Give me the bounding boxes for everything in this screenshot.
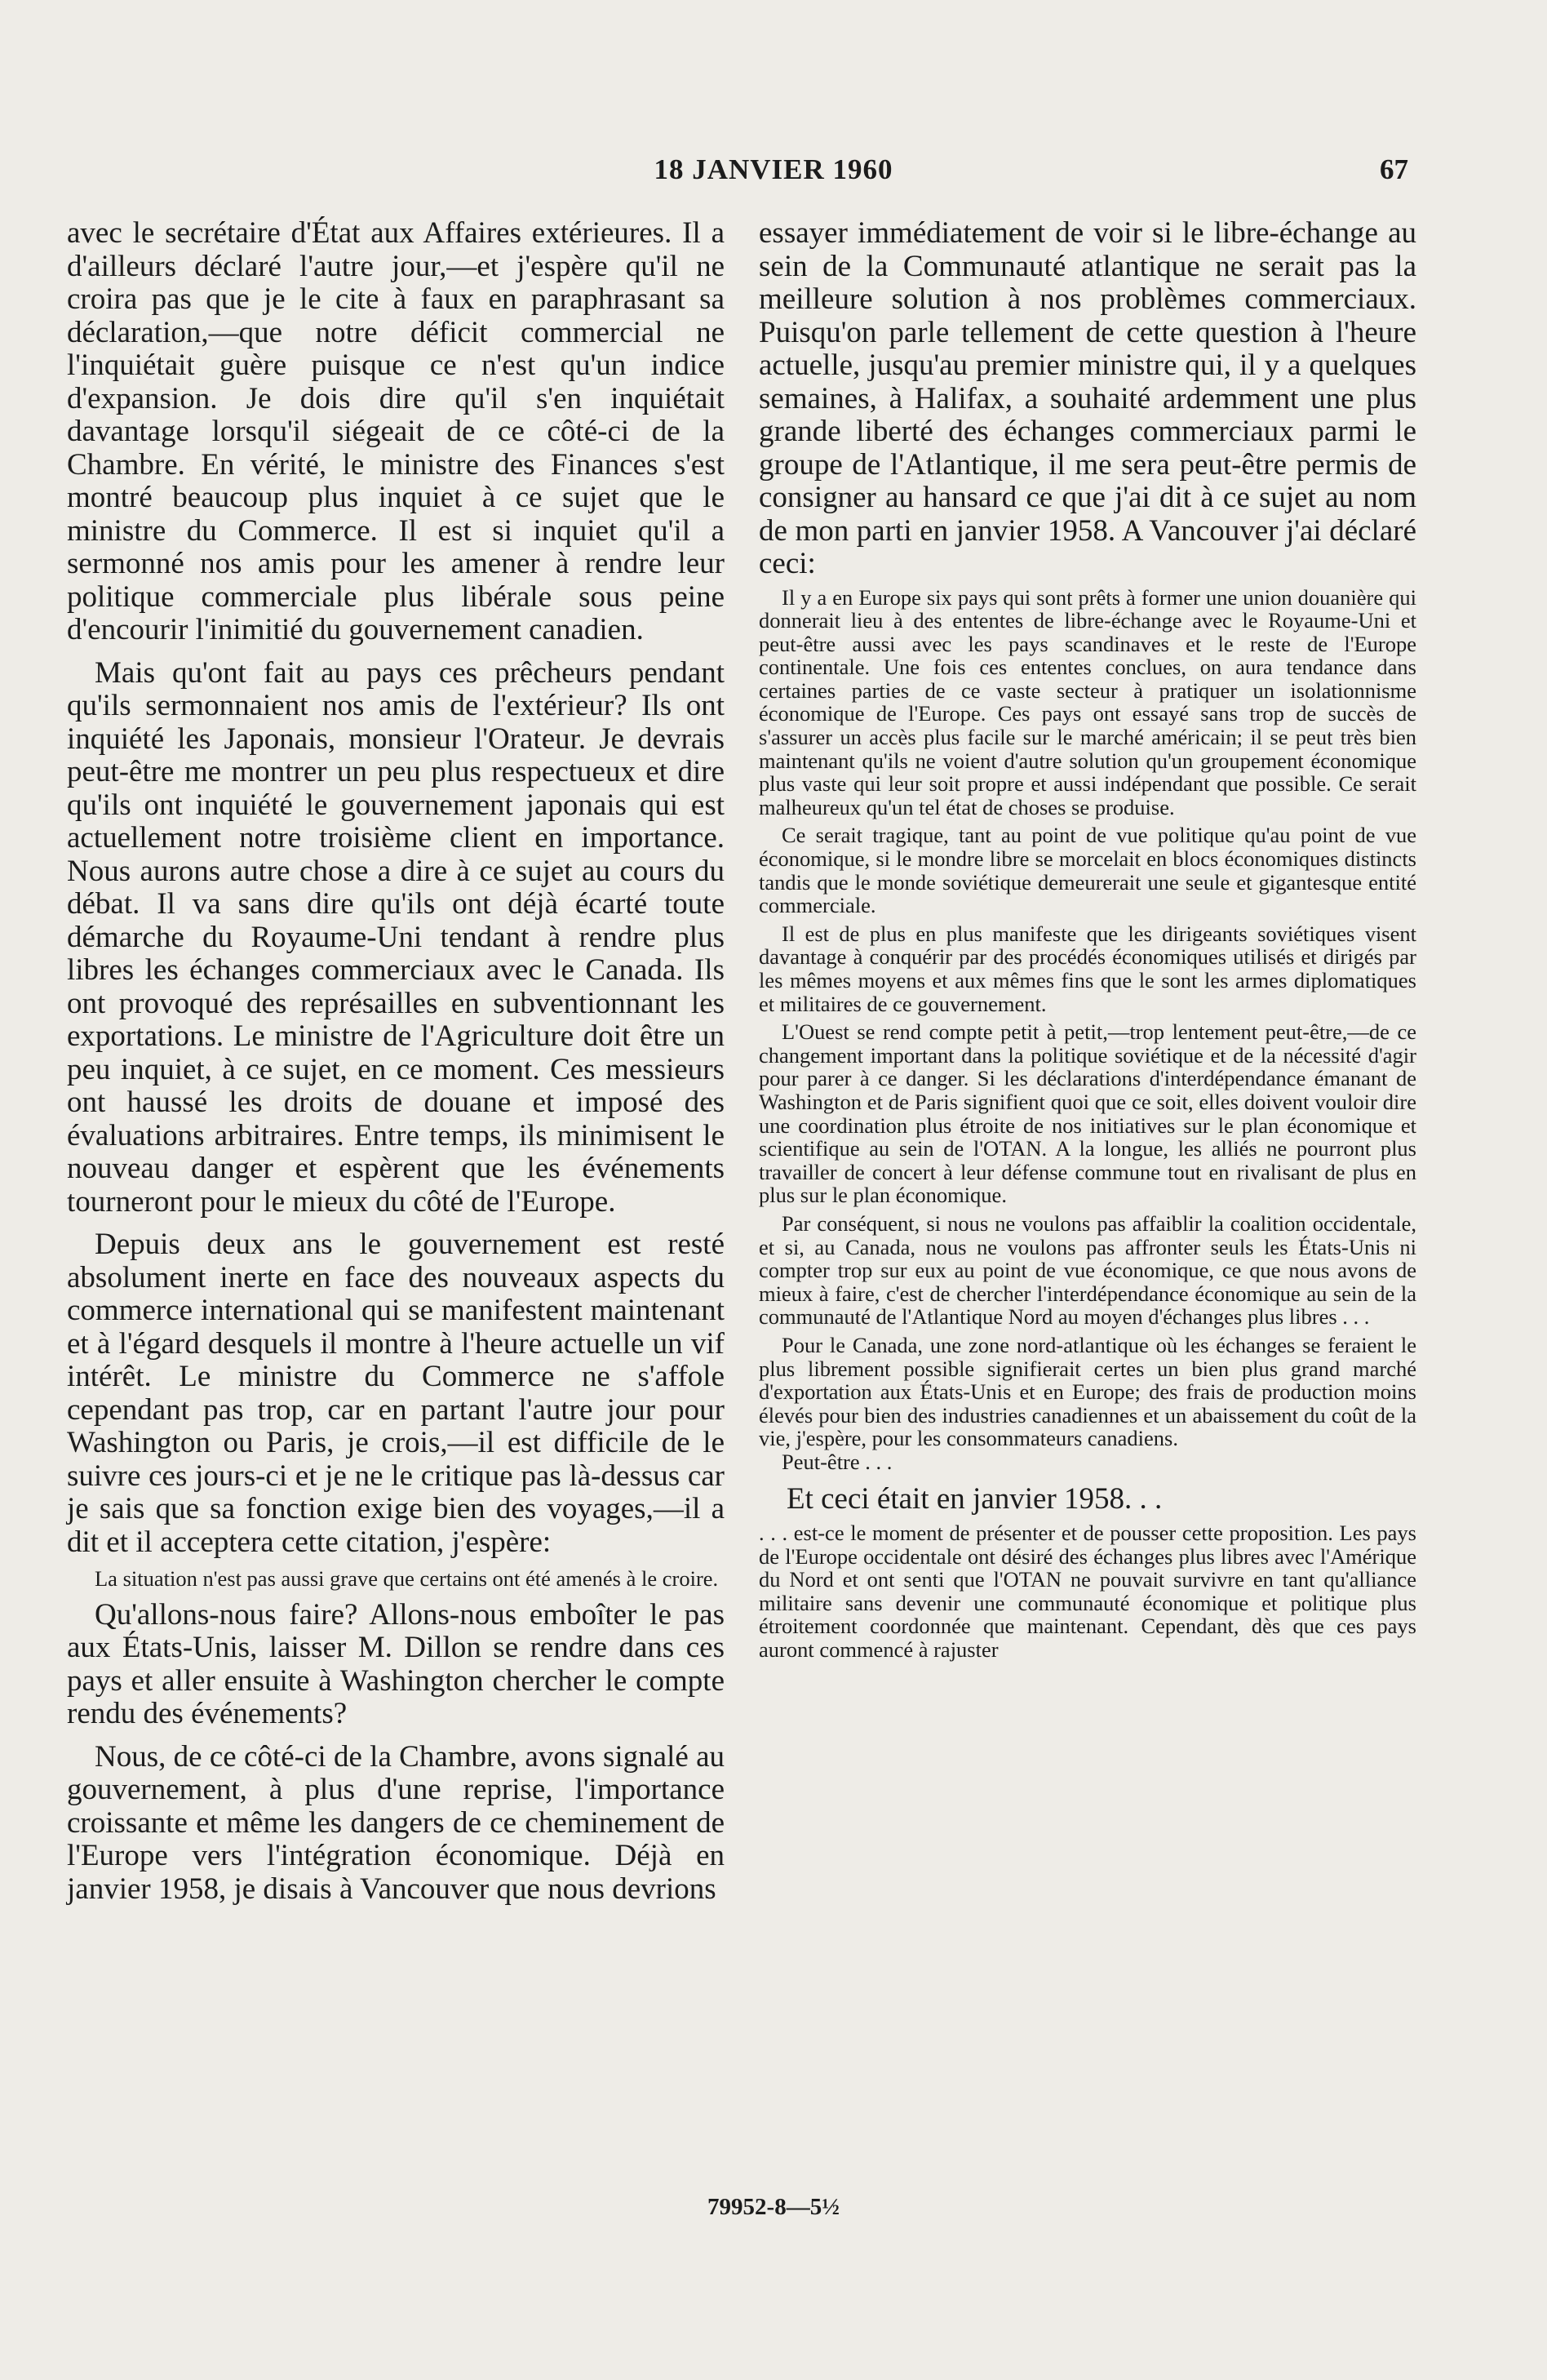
quotation: Par conséquent, si nous ne voulons pas affaiblir la coalition occidentale, et si, au Canada, nous ne voulons pas affronter seuls les États-Unis ni compter trop sur eux au point de vue économique, ce que nous avons de mieux à faire, c'est de chercher l'interdépendance économique au sein de la communauté de l'Atlantique Nord au moyen d'échanges plus libres . . .: [759, 1210, 1416, 1330]
right-column: [759, 217, 1416, 1662]
quotation: Il est de plus en plus manifeste que les dirigeants soviétiques visent davantage à conquérir par des procédés économiques utilisés et dirigés par les mêmes moyens et aux mêmes fins que le sont les armes diplomatiques et militaires de ce gouvernement.: [759, 921, 1416, 1016]
paragraph: essayer immédiatement de voir si le libre-échange au sein de la Communauté atlantique ne serait pas la meilleure solution à nos problèmes commerciaux. Puisqu'on parle tellement de cette question à l'heure actuelle, jusqu'au premier ministre qui, il y a quelques semaines, à Halifax, a souhaité ardemment une plus grande liberté des échanges commerciaux parmi le groupe de l'Atlantique, il me sera peut-être permis de consigner au hansard ce que j'ai dit à ce sujet au nom de mon parti en janvier 1958. A Vancouver j'ai déclaré ceci:: [759, 216, 1416, 580]
paragraph: Depuis deux ans le gouvernement est resté absolument inerte en face des nouveaux aspects du commerce international qui se manifestent maintenant et à l'égard desquels il montre à l'heure actuelle un vif intérêt. Le ministre du Commerce ne s'affole cependant pas trop, car en partant l'autre jour pour Washington ou Paris, je crois,—il est difficile de le suivre ces jours-ci et je ne le critique pas là-dessus car je sais que sa fonction exige bien des voyages,—il a dit et il acceptera cette citation, j'espère:: [67, 1228, 725, 1559]
quotation: L'Ouest se rend compte petit à petit,—trop lentement peut-être,—de ce changement important dans la politique soviétique et de la nécessité d'agir pour parer à ce danger. Si les déclarations d'interdépendance émanant de Washington et de Paris signifient quoi que ce soit, elles doivent vouloir dire une coordination plus étroite de nos initiatives sur le plan économique et scientifique au sein de l'OTAN. A la longue, les alliés ne pourront plus travailler de concert à leur défense commune tout en rivalisant de plus en plus sur le plan économique.: [759, 1019, 1416, 1208]
header-date: 18 JANVIER 1960: [654, 153, 893, 185]
paragraph: avec le secrétaire d'État aux Affaires extérieures. Il a d'ailleurs déclaré l'autre jour,—et j'espère qu'il ne croira pas que je le cite à faux en paraphrasant sa déclaration,—que notre déficit commercial ne l'inquiétait guère puisque ce n'est qu'un indice d'expansion. Je dois dire qu'il s'en inquiétait davantage lorsqu'il siégeait de ce côté-ci de la Chambre. En vérité, le ministre des Finances s'est montré beaucoup plus inquiet à ce sujet que le ministre du Commerce. Il est si inquiet qu'il a sermonné nos amis pour les amener à rendre leur politique commerciale plus libérale sous peine d'encourir l'inimitié du gouvernement canadien.: [67, 216, 725, 646]
paragraph: Et ceci était en janvier 1958. . .: [787, 1482, 1163, 1516]
quotation: Il y a en Europe six pays qui sont prêts à former une union douanière qui donnerait lieu à des ententes de libre-échange avec le Royaume-Uni et peut-être aussi avec les pays scandinaves et le reste de l'Europe continentale. Une fois ces ententes conclues, on aura tendance dans certaines parties de ce vaste secteur à pratiquer un isolationnisme économique de l'Europe. Ces pays ont essayé sans trop de succès de s'assurer un accès plus facile sur le marché américain; il se peut très bien maintenant qu'ils ne voient d'autre solution qu'un groupement économique plus vaste qui leur soit propre et aussi indépendant que possible. Ce serait malheureux qu'un tel état de choses se produise.: [759, 584, 1416, 819]
quotation: Pour le Canada, une zone nord-atlantique où les échanges se feraient le plus librement possible signifierait certes un bien plus grand marché d'exportation aux États-Unis et en Europe; des frais de production moins élevés pour bien des industries canadiennes et un abaissement du coût de la vie, j'espère, pour les consommateurs canadiens.: [759, 1332, 1416, 1451]
quotation: Ce serait tragique, tant au point de vue politique qu'au point de vue économique, si le mondre libre se morcelait en blocs économiques distincts tandis que le monde soviétique demeurerait une seule et gigantesque entité commerciale.: [759, 823, 1416, 918]
page-number: 67: [1380, 153, 1408, 185]
page-footer: 79952-8—5½: [707, 2194, 840, 2220]
page-header: [0, 153, 1547, 194]
quotation: Peut-être . . .: [782, 1449, 893, 1474]
paragraph: Mais qu'ont fait au pays ces prêcheurs pendant qu'ils sermonnaient nos amis de l'extérieur? Ils ont inquiété les Japonais, monsieur l'Orateur. Je devrais peut-être me montrer un peu plus respectueux et dire qu'ils ont inquiété le gouvernement japonais qui est actuellement notre troisième client en importance. Nous aurons autre chose a dire à ce sujet au cours du débat. Il va sans dire qu'ils ont déjà écarté toute démarche du Royaume-Uni tendant à rendre plus libres les échanges commerciaux avec le Canada. Ils ont provoqué des représailles en subventionnant les exportations. Le ministre de l'Agriculture doit être un peu inquiet, à ce sujet, en ce moment. Ces messieurs ont haussé les droits de douane et imposé des évaluations arbitraires. Entre temps, ils minimisent le nouveau danger et espèrent que les événements tourneront pour le mieux du côté de l'Europe.: [67, 655, 725, 1219]
quotation: . . . est-ce le moment de présenter et de pousser cette proposition. Les pays de l'Europe occidentale ont désiré des échanges plus libres avec l'Amérique du Nord et ont senti que l'OTAN ne pouvait survivre en tant qu'alliance militaire sans devenir une communauté économique et politique plus étroitement coordonnée que maintenant. Cependant, dès que ces pays auront commencé à rajuster: [759, 1520, 1416, 1662]
quotation: La situation n'est pas aussi grave que certains ont été amenés à le croire.: [95, 1566, 719, 1591]
left-column: [67, 217, 725, 1906]
paragraph: Qu'allons-nous faire? Allons-nous emboîter le pas aux États-Unis, laisser M. Dillon se rendre dans ces pays et aller ensuite à Washington chercher le compte rendu des événements?: [67, 1597, 725, 1731]
paragraph: Nous, de ce côté-ci de la Chambre, avons signalé au gouvernement, à plus d'une reprise, l'importance croissante et même les dangers de ce cheminement de l'Europe vers l'intégration économique. Déjà en janvier 1958, je disais à Vancouver que nous devrions: [67, 1739, 725, 1906]
